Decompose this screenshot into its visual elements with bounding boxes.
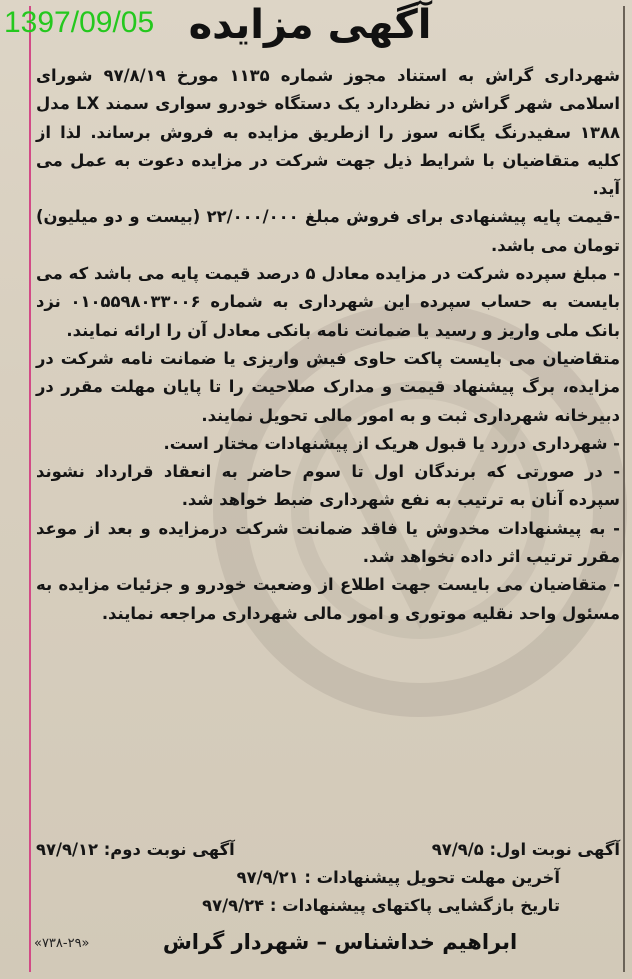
signature-line: ابراهیم خداشناس – شهردار گراش: [162, 930, 518, 954]
submission-clause: متقاضیان می بایست پاکت حاوی فیش واریزی یا ضمانت نامه شرکت در مزایده، برگ پیشنهاد قیمت و مدارک صلاحیت را تا پایان مهلت مقرر در دبیرخانه شهرداری ثبت و به امور مالی تحویل نمایند.: [36, 348, 620, 425]
invalid-bids-clause: - به پیشنهادات مخدوش یا فاقد ضمانت شرکت درمزایده و بعد از موعد مقرر ترتیب اثر داده نخواهد شد.: [36, 518, 620, 567]
second-notice-date: آگهی نوبت دوم: ۹۷/۹/۱۲: [36, 840, 235, 859]
ad-body: [36, 62, 620, 628]
deposit-clause: - مبلغ سپرده شرکت در مزایده معادل ۵ درصد قیمت پایه می باشد که می بایست به حساب سپرده این شهرداری به شماره ۰۱۰۵۵۹۸۰۳۳۰۰۶ نزد بانک ملی واریز و رسید یا ضمانت نامه بانکی معادل آن را ارائه نمایند.: [36, 264, 621, 340]
base-price-clause: -قیمت پایه پیشنهادی برای فروش مبلغ ۲۲/۰۰۰/۰۰۰ (بیست و دو میلیون) تومان می باشد.: [36, 207, 620, 255]
first-notice-date: آگهی نوبت اول: ۹۷/۹/۵: [431, 840, 620, 859]
submission-deadline: آخرین مهلت تحویل پیشنهادات : ۹۷/۹/۲۱: [236, 868, 560, 887]
notice-dates-row: [36, 836, 620, 864]
intro-paragraph: شهرداری گراش به استناد مجوز شماره ۱۱۳۵ مورخ ۹۷/۸/۱۹ شورای اسلامی شهر گراش در نظردارد یک دستگاه خودرو سواری سمند LX مدل ۱۳۸۸ سفیدرنگ یگانه سوز را ازطریق مزایده به فروش برساند. لذا از کلیه متقاضیان با شرایط ذیل جهت شرکت در مزایده دعوت به عمل می آید.: [36, 66, 620, 199]
inquiry-clause: - متقاضیان می بایست جهت اطلاع از وضعیت خودرو و جزئیات مزایده به مسئول واحد نقلیه موتوری و امور مالی شهرداری مراجعه نمایند.: [36, 575, 620, 623]
rejection-clause: - شهرداری دررد یا قبول هریک از پیشنهادات مختار است.: [163, 433, 620, 453]
ad-title: آگهی مزایده: [188, 2, 432, 48]
notice-schedule: [36, 836, 620, 920]
forfeit-clause: - در صورتی که برندگان اول تا سوم حاضر به انعقاد قرارداد نشوند سپرده آنان به ترتیب به نفع شهرداری ضبط خواهد شد.: [36, 462, 620, 510]
opening-date: تاریخ بازگشایی پاکتهای پیشنهادات : ۹۷/۹/۲۴: [202, 896, 560, 915]
date-stamp: 1397/09/05: [4, 6, 155, 39]
ad-code: «۷۳۸-۲۹»: [34, 936, 90, 951]
